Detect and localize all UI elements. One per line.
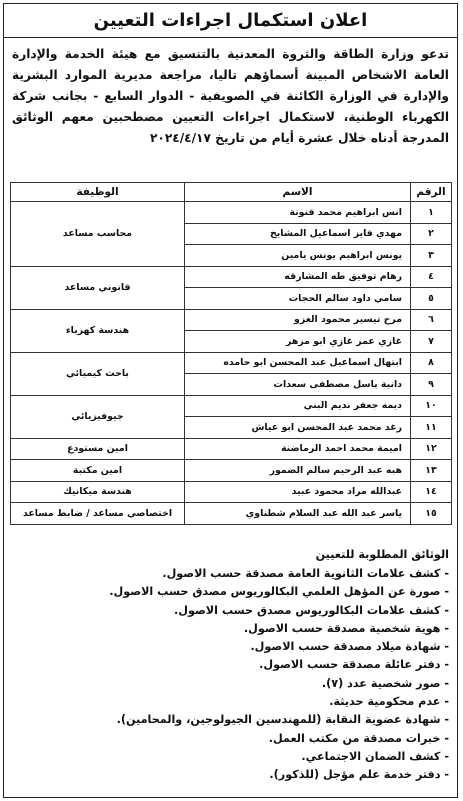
row-name: مهدي فايز اسماعيل المشايخ: [185, 223, 411, 245]
row-number: ١١: [411, 417, 452, 439]
documents-heading: الوثائق المطلوبة للتعيين: [315, 548, 449, 561]
row-job: امين مكتبة: [11, 460, 185, 482]
list-item: - دفتر عائلة مصدقة حسب الاصول.: [12, 656, 449, 674]
row-number: ٥: [411, 288, 452, 310]
list-item: - صورة عن المؤهل العلمي البكالوريوس مصدق حسب الاصول.: [12, 583, 449, 601]
row-name: انس ابراهيم محمد قنونة: [185, 202, 411, 224]
list-item: - كشف علامات البكالوريوس مصدق حسب الاصول.: [12, 602, 449, 620]
row-job: محاسب مساعد: [11, 202, 185, 267]
row-name: ياسر عبد الله عبد السلام شطناوي: [185, 503, 411, 525]
table-row: [11, 460, 452, 482]
row-number: ٣: [411, 245, 452, 267]
list-item: - كشف الضمان الاجتماعي.: [12, 748, 449, 766]
row-number: ٢: [411, 223, 452, 245]
row-number: ١٥: [411, 503, 452, 525]
intro-paragraph: تدعو وزارة الطاقة والثروة المعدنية بالتنسيق مع هيئة الخدمة والإدارة العامة الاشخاص المبينة أسماؤهم تاليا، مراجعة مديرية الموارد البشرية والإدارة في الوزارة الكائنة في الصويفية - الدوار السابع - بجانب شركة الكهرباء الوطنية، لاستكمال اجراءات التعيين مصطحبين معهم الوثائق المدرجة أدناه خلال عشرة أيام من تاريخ ٢٠٢٤/٤/١٧: [12, 47, 449, 145]
list-item: - كشف علامات الثانوية العامة مصدقة حسب الاصول.: [12, 565, 449, 583]
title-divider: [4, 37, 457, 38]
documents-list: [12, 565, 449, 785]
row-name: رغد محمد عبد المحسن ابو عياش: [185, 417, 411, 439]
row-number: ٦: [411, 309, 452, 331]
row-name: سامي داود سالم الحجات: [185, 288, 411, 310]
table-row: [11, 352, 452, 374]
page-title: اعلان استكمال اجراءات التعيين: [93, 10, 368, 31]
row-number: ١٤: [411, 481, 452, 503]
row-number: ٤: [411, 266, 452, 288]
table-row: [11, 395, 452, 417]
header-job: الوظيفة: [11, 183, 185, 202]
table-row: [11, 309, 452, 331]
row-job: اختصاصي مساعد / ضابط مساعد: [11, 503, 185, 525]
row-name: غازي عمر غازي ابو مزهر: [185, 331, 411, 353]
header-number: الرقم: [411, 183, 452, 202]
row-number: ٧: [411, 331, 452, 353]
row-job: جيوفيزيائي: [11, 395, 185, 438]
table-header-row: [11, 183, 452, 202]
announcement-frame: [3, 3, 458, 798]
row-name: ديمه جعفر نديم البني: [185, 395, 411, 417]
row-name: دانية باسل مصطفى سعدات: [185, 374, 411, 396]
list-item: - عدم محكومية حديثة.: [12, 693, 449, 711]
row-job: باحث كيميائي: [11, 352, 185, 395]
header-name: الاسم: [185, 183, 411, 202]
row-name: هبه عبد الرحيم سالم الضمور: [185, 460, 411, 482]
row-name: اميمة محمد احمد الرماضنة: [185, 438, 411, 460]
row-name: ابتهال اسماعيل عبد المحسن ابو حامده: [185, 352, 411, 374]
row-job: امين مستودع: [11, 438, 185, 460]
appointees-table: [10, 182, 452, 525]
row-job: هندسة كهرباء: [11, 309, 185, 352]
row-job: قانوني مساعد: [11, 266, 185, 309]
table-row: [11, 438, 452, 460]
required-documents: [12, 546, 449, 785]
row-number: ١: [411, 202, 452, 224]
list-item: - صور شخصية عدد (٧).: [12, 675, 449, 693]
table-row: [11, 503, 452, 525]
row-job: هندسة ميكانيك: [11, 481, 185, 503]
row-number: ١٢: [411, 438, 452, 460]
row-name: رهام توفيق طه المشارقه: [185, 266, 411, 288]
row-name: عبدالله مراد محمود عبيد: [185, 481, 411, 503]
list-item: - دفتر خدمة علم مؤجل (للذكور).: [12, 766, 449, 784]
list-item: - هوية شخصية مصدقة حسب الاصول.: [12, 620, 449, 638]
table-row: [11, 266, 452, 288]
row-name: يونس ابراهيم يونس يامين: [185, 245, 411, 267]
table-row: [11, 481, 452, 503]
row-number: ١٣: [411, 460, 452, 482]
list-item: - خبرات مصدقة من مكتب العمل.: [12, 730, 449, 748]
list-item: - شهادة عضوية النقابة (للمهندسين الجيولوجين، والمحامين).: [12, 711, 449, 729]
list-item: - شهادة ميلاد مصدقة حسب الاصول.: [12, 638, 449, 656]
row-number: ٩: [411, 374, 452, 396]
row-name: مرح تيسير محمود الغزو: [185, 309, 411, 331]
table-row: [11, 202, 452, 224]
row-number: ٨: [411, 352, 452, 374]
row-number: ١٠: [411, 395, 452, 417]
